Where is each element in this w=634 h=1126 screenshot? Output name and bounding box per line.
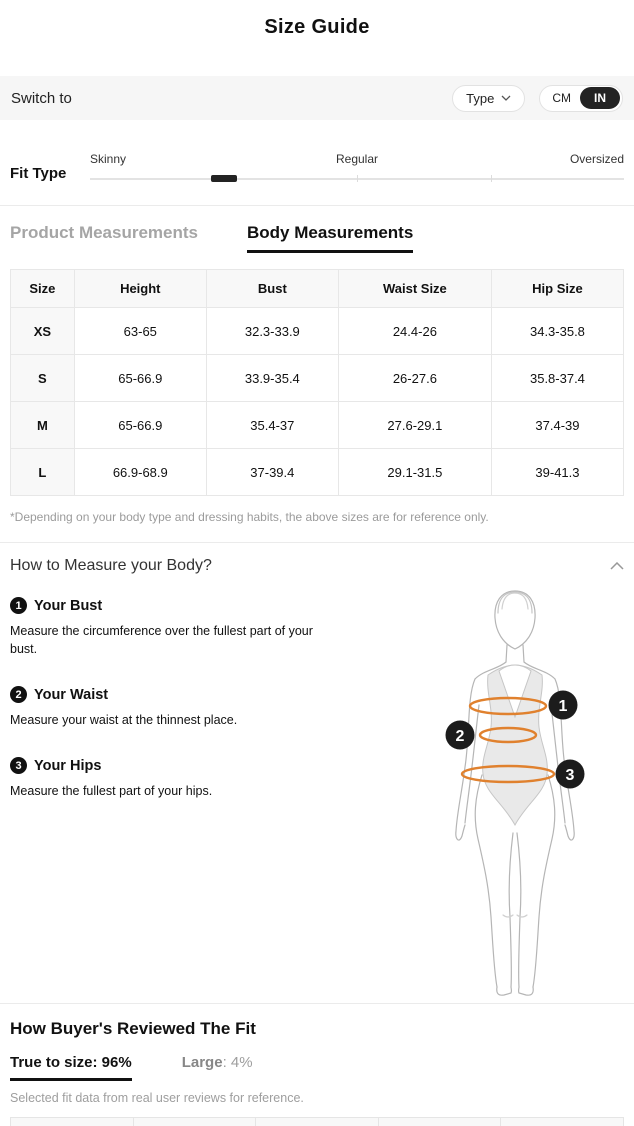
instruction-text: Measure your waist at the thinnest place.: [10, 713, 238, 727]
table-header-row: [11, 270, 624, 308]
stat-true-to-size[interactable]: True to size: 96%: [10, 1054, 132, 1081]
divider: [0, 1003, 634, 1004]
value-cell: 63-65: [74, 308, 206, 355]
how-to-measure-header[interactable]: [10, 557, 624, 575]
badge-3-number: 3: [565, 767, 575, 784]
track-tick: [357, 175, 358, 182]
size-cell: L: [11, 449, 75, 496]
value-cell: 34.3-35.8: [491, 308, 623, 355]
step-number-badge: 3: [10, 757, 27, 774]
value-cell: 35.8-37.4: [491, 355, 623, 402]
table-row-s: [11, 355, 624, 402]
col-header-bust: Bust: [206, 270, 338, 308]
stat-large-label: Large: [181, 1054, 223, 1071]
col-header-height: Height: [74, 270, 206, 308]
fit-type-scale-labels: [90, 152, 624, 166]
stat-large-value: : 4%: [222, 1054, 253, 1071]
how-to-measure-body: [10, 597, 624, 999]
size-cell: M: [11, 402, 75, 449]
step-number-badge: 2: [10, 686, 27, 703]
value-cell: 33.9-35.4: [206, 355, 338, 402]
size-cell: S: [11, 355, 75, 402]
switch-to-label: Switch to: [11, 89, 72, 107]
badge-2-number: 2: [455, 728, 465, 745]
step-number-badge: 1: [10, 597, 27, 614]
size-cell: XS: [11, 308, 75, 355]
fit-type-slider: [90, 152, 624, 182]
how-to-measure-title: How to Measure your Body?: [10, 557, 212, 574]
value-cell: 29.1-31.5: [338, 449, 491, 496]
table-row-l: [11, 449, 624, 496]
partial-header-cell: [256, 1117, 379, 1126]
next-table-header-partial: [10, 1117, 624, 1126]
unit-option-cm[interactable]: CM: [552, 91, 571, 105]
value-cell: 24.4-26: [338, 308, 491, 355]
partial-header-cell: [10, 1117, 134, 1126]
value-cell: 65-66.9: [74, 402, 206, 449]
value-cell: 37.4-39: [491, 402, 623, 449]
unit-toggle[interactable]: [539, 85, 623, 112]
size-disclaimer: *Depending on your body type and dressing habits, the above sizes are for reference only.: [10, 510, 489, 524]
col-header-waist: Waist Size: [338, 270, 491, 308]
body-measurements-table: [10, 269, 624, 496]
value-cell: 35.4-37: [206, 402, 338, 449]
chevron-up-icon[interactable]: [610, 562, 624, 570]
instruction-waist: [10, 686, 360, 729]
fit-type-indicator[interactable]: [211, 175, 237, 182]
instruction-bust: [10, 597, 360, 658]
table-row-xs: [11, 308, 624, 355]
instruction-title: Your Bust: [34, 597, 103, 614]
divider: [0, 542, 634, 543]
partial-header-cell: [501, 1117, 624, 1126]
body-figure-illustration: [418, 585, 622, 1000]
table-row-m: [11, 402, 624, 449]
instruction-title: Your Waist: [34, 686, 109, 703]
divider: [0, 205, 634, 206]
unit-option-in-selected[interactable]: IN: [580, 87, 620, 109]
tab-product-measurements[interactable]: Product Measurements: [10, 223, 198, 242]
fit-review-title: How Buyer's Reviewed The Fit: [10, 1019, 256, 1038]
fit-review-stats: [10, 1054, 624, 1081]
fit-type-track: [90, 175, 624, 182]
fit-type-option-oversized: Oversized: [569, 152, 624, 166]
partial-header-cell: [134, 1117, 257, 1126]
value-cell: 37-39.4: [206, 449, 338, 496]
badge-1-number: 1: [558, 698, 568, 715]
col-header-size: Size: [11, 270, 75, 308]
value-cell: 26-27.6: [338, 355, 491, 402]
fit-type-label: Fit Type: [10, 165, 67, 182]
switch-controls: [452, 85, 623, 112]
value-cell: 65-66.9: [74, 355, 206, 402]
tab-body-measurements[interactable]: Body Measurements: [247, 223, 413, 253]
instruction-text: Measure the fullest part of your hips.: [10, 784, 213, 798]
fit-type-section: [10, 152, 624, 182]
instruction-hips: [10, 757, 360, 800]
value-cell: 39-41.3: [491, 449, 623, 496]
chevron-down-icon: [501, 95, 511, 101]
fit-review-section: [10, 1019, 624, 1105]
instruction-text: Measure the circumference over the fullest part of your bust.: [10, 624, 313, 656]
measure-instructions: [10, 597, 360, 800]
partial-header-cell: [379, 1117, 502, 1126]
stat-large[interactable]: [182, 1054, 253, 1071]
switch-bar: [0, 76, 634, 120]
page-title: Size Guide: [264, 16, 370, 38]
fit-type-option-skinny: Skinny: [90, 152, 127, 166]
value-cell: 27.6-29.1: [338, 402, 491, 449]
type-dropdown-label: Type: [466, 90, 495, 106]
value-cell: 32.3-33.9: [206, 308, 338, 355]
fit-review-note: Selected fit data from real user reviews for reference.: [10, 1091, 304, 1105]
instruction-title: Your Hips: [34, 757, 102, 774]
measurement-tabs: [10, 223, 624, 253]
col-header-hip: Hip Size: [491, 270, 623, 308]
fit-type-option-regular: Regular: [335, 152, 379, 166]
body-measurement-figure: [418, 585, 622, 1000]
track-tick: [491, 175, 492, 182]
value-cell: 66.9-68.9: [74, 449, 206, 496]
type-dropdown[interactable]: [452, 85, 525, 112]
